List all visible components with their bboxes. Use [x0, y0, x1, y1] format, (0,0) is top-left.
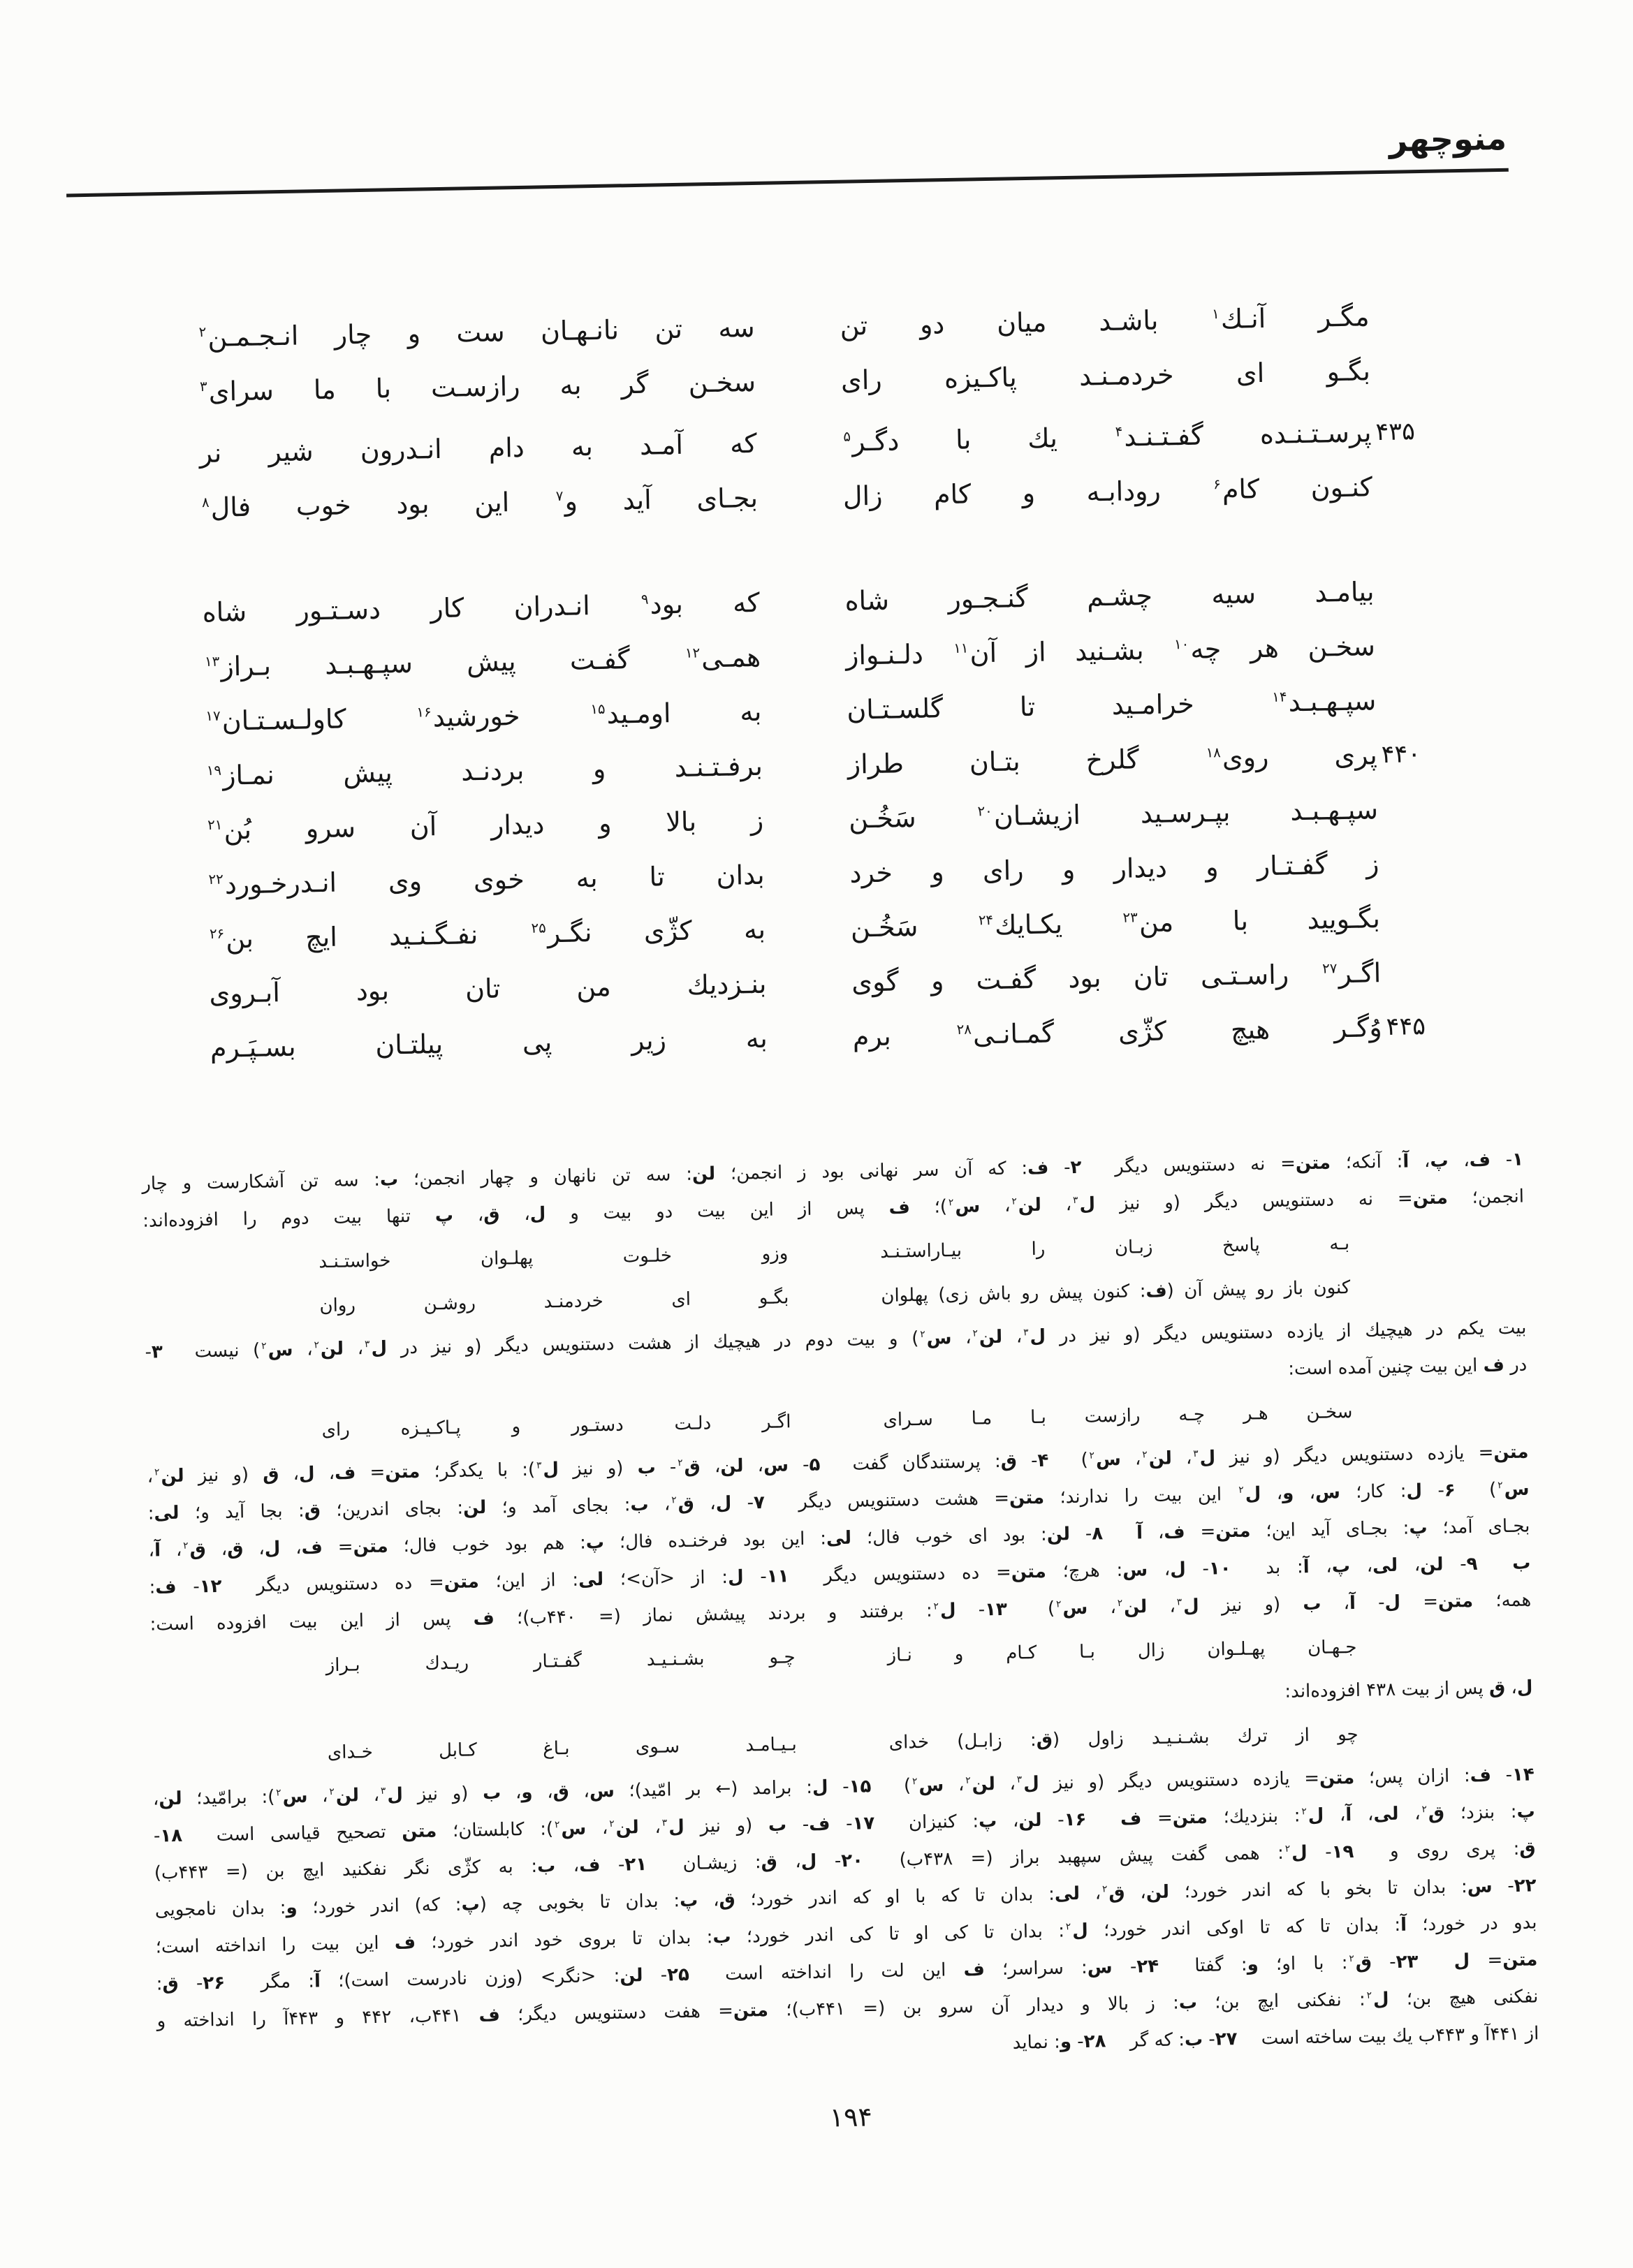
verse-row: [170, 678, 1514, 742]
hemistich-left: كه آمـد به دام انـدرون شیر نر: [199, 427, 757, 469]
hemistich-left: ز بالا و دیدار آن سرو بُن$^{۲۱}$: [207, 804, 764, 846]
verse-row: [175, 950, 1518, 1015]
footnote-line: بدو در خورد؛ آ: بدان تا كه تا اوكی اندر خورد؛ ل$^۲$: بدان تا كی او تا كی اندر خورد؛ ب: بدان تا بروی خود اندر خورد؛ ف این بیت را انداخته است؛: [155, 1912, 1537, 1958]
footnote-line: ۱- ف، پ، آ: آنكه؛ متن= نه دستنویس دیگر ۲- ف: كه آن سر نهانی بود ز انجمن؛ لن: سه تن نانهان و چهار انجمن؛ ب: سه تن آشكارست و چار: [142, 1149, 1524, 1195]
hemistich-right: اگـر$^{۲۷}$ راسـتـی تان بود گفـت و گوی: [851, 957, 1382, 998]
header-rule: [66, 168, 1509, 198]
footnote-line: ۲۲- س: بدان تا بخو با كه اندر خورد؛ لن، ق$^۲$، لی: بدان تا كه با او كه اندر خورد؛ ق، پ: بدان تا بخوبی چه (پ: كه) اندر خورد؛ و: بدان نامجویی: [154, 1875, 1537, 1921]
column-gap: [762, 744, 847, 746]
footnote-line: در ف این بیت چنین آمده است:: [1287, 1354, 1528, 1380]
column-gap: [757, 476, 842, 478]
column-gap: [764, 853, 849, 855]
verse-number: [1369, 294, 1506, 296]
verse-number: [1379, 896, 1516, 898]
footnote-hemistich-right: چو از ترك بشـنـیـد زاول (ق: زابـل) خدای: [888, 1723, 1359, 1753]
verse-number: [1372, 464, 1509, 466]
hemistich-left: به كژّی نگـر$^{۲۵}$ نفـگـنـید ایچ بن$^{۲۶}$: [209, 913, 766, 955]
hemistich-left: به زیر پی پیلتـان بسـپَـرم: [210, 1022, 768, 1063]
footnote-line: ق: پری روی و ۱۹- ل$^۲$: همی گفت پیش سپهبد براز (= ۴۳۸ب) ۲۰- ل، ق: زیشـان ۲۱- ف، ب: به كژّی نگر نفكنید ایچ بن (= ۴۴۳ب): [154, 1838, 1536, 1884]
hemistich-left: سخـن گر به رازسـت با ما سرای$^۳$: [199, 366, 756, 407]
column-gap: [759, 581, 844, 582]
hemistich-right: بگـو ای خردمـنـد پاكـیزه رای: [840, 355, 1371, 396]
verse-number: [1379, 841, 1516, 844]
verse-row: [165, 410, 1509, 474]
hemistich-left: بجـای آید و$^۷$ این بود خوب فال$^۸$: [201, 482, 759, 523]
footnote-hemistich-right: بـه پاسخ زبـان را بیـاراستـنـد: [879, 1233, 1350, 1262]
verse-number: ۴۴۵: [1386, 1012, 1426, 1042]
hemistich-left: سه تن نانـهـان ست و چار انـجـمـن$^۲$: [198, 311, 756, 353]
verse-number: [1370, 348, 1507, 351]
column-gap: [766, 962, 851, 964]
hemistich-left: بدان تا به خوی وی انـدرخـورد$^{۲۲}$: [208, 859, 765, 900]
footnote-hemistich-right: جـهـان پهـلـوان زال بـا كـام و نـاز: [887, 1636, 1357, 1666]
hemistich-right: بگـویید با من$^{۲۳}$ یكـایك$^{۲۴}$ سَخُـن: [850, 903, 1381, 943]
footnotes-apparatus: [142, 1142, 1539, 2077]
running-head-chapter-title: منوچهر: [1389, 119, 1507, 159]
footnote-line: ب ۹- لن، لی، پ، آ: بد ۱۰- ل، س: هرچ؛ متن= ده دستنویس دیگر ۱۱- ل: از <آن>؛ لی: از این؛ متن= ده دستنویس دیگر ۱۲- ف:: [149, 1552, 1531, 1598]
hemistich-right: بیامـد سیه چشـم گنـجـور شاه: [844, 576, 1375, 617]
verse-row: [172, 787, 1516, 851]
verse-number: ۴۳۵: [1375, 418, 1416, 447]
footnote-line: ل، ق پس از بیت ۴۳۸ افزوده‌اند:: [1284, 1677, 1533, 1702]
verse-row: [174, 896, 1518, 960]
verse-number: [1381, 950, 1518, 952]
column-gap: [755, 360, 840, 362]
footnote-hemistich-left: بـیـامـد سـوی بـاغ كـابل خـدای: [327, 1734, 798, 1764]
verse-number: [1374, 569, 1511, 571]
verse-number: [1375, 624, 1511, 626]
hemistich-left: همـی$^{۱۲}$ گفـت پیش سپـهـبـد بـراز$^{۱۳}$: [204, 641, 761, 682]
footnote-line: پ: بنزد؛ ق$^۲$، لی، آ، ل$^۲$: بنزدیك؛ متن= ف ۱۶- لن، پ: كنیزان ۱۷- ف- ب (و نیز ل$^۳$، لن$^۲$، س$^۲$): كابلستان؛ متن تصحیح قیاسی است ۱۸-: [153, 1801, 1535, 1847]
hemistich-right: سخـن هر چه$^{۱۰}$ بشـنید از آن$^{۱۱}$ دلـنـواز: [845, 631, 1376, 671]
column-gap: [760, 635, 845, 637]
page-number: ۱۹۴: [829, 2101, 873, 2133]
verse-number: [1378, 787, 1515, 789]
verse-number: ۴۴۰: [1381, 740, 1421, 770]
footnote-line: ۱۴- ف: ازان پس؛ متن= یازده دستنویس دیگر (و نیز ل$^۳$، لن$^۲$، س$^۲$) ۱۵- ل: برامد (← بر امّید)؛ س، ق، و، ب (و نیز ل$^۳$، لن$^۲$، س$^۲$): برامّید؛ لن،: [152, 1764, 1535, 1810]
footnote-hemistich-left: اگـر دلـت دستـور و پـاكـیـزه رای: [321, 1411, 791, 1441]
poem: [163, 294, 1519, 1083]
footnote-hemistich-right: كنون باز رو پیش آن (ف: كنون پیش رو باش زی) پهلوان: [881, 1276, 1351, 1306]
column-gap: [767, 1017, 852, 1018]
footnote-line: متن= یازده دستنویس دیگر (و نیز ل$^۳$، لن$^۲$، س$^۲$) ۴- ق: پرستندگان گفت ۵- س، لن، ق$^۲$- ب (و نیز ل$^۳$): با یكدگر؛ متن= ف، ل، ق (و نیز لن$^۲$،: [147, 1441, 1529, 1487]
verse-row: [170, 732, 1514, 797]
footnote-hemistich-left: چـو بشـنـیـد گفـتـار ریـدك بـراز: [325, 1647, 796, 1677]
footnote-hemistich-right: سخـن هـر چـه رازست بـا مـا سـرای: [883, 1401, 1353, 1431]
footnote-line: بجـای آمد؛ پ: بجـای آید این؛ متن= ف، آ ۸- لن: بود ای خوب فال؛ لی: این بود فرخنـده فال؛ پ: هم بود خوب فال؛ متن= ف، ل، ق، ق$^۲$، آ،: [148, 1515, 1530, 1561]
hemistich-right: پری روی$^{۱۸}$ گلرخ بتـان طراز: [847, 739, 1378, 780]
verse-row: [175, 1005, 1519, 1069]
footnote-line: بیت یكم در هیچیك از یازده دستنویس دیگر (و نیز در ل$^۳$، لن$^۲$، س$^۲$) و بیت دوم در هیچیك از هشت دستنویس دیگر (و نیز در ل$^۳$، لن$^۲$، س$^۲$) نیست ۳-: [145, 1317, 1527, 1363]
footnote-line: نفكنی هیچ بن؛ ل$^۲$: نفكنی ایچ بن؛ ب: ز بالا و دیدار آن سرو بن (= ۴۴۱ب)؛ متن= هفت دستنویس دیگر؛ ف ۴۴۱ب، ۴۴۲ و ۴۴۳آ را انداخته و: [156, 1986, 1539, 2032]
footnote-line: از ۴۴۱آ و ۴۴۳ب یك بیت ساخته است ۲۷- ب: كه گر ۲۸- و: نماید: [1012, 2023, 1539, 2054]
hemistich-right: پرسـتـنـده گفـتـنـد$^۴$ یك با دگـر$^۵$: [843, 417, 1372, 457]
column-gap: [754, 306, 840, 307]
hemistich-right: ز گفـتـار و دیدار و رای و خرد: [849, 848, 1379, 889]
verse-row: [166, 464, 1510, 529]
footnote-hemistich-left: وزو خلـوت پهلـوان خواستـنـد: [318, 1243, 789, 1273]
hemistich-left: به اومـید$^{۱۵}$ خورشید$^{۱۶}$ كاولـسـتـان$^{۱۷}$: [205, 695, 762, 737]
footnote-line: انجمن؛ متن= نه دستنویس دیگر (و نیز ل$^۳$، لن$^۲$، س$^۲$)؛ ف پس از این بیت دو بیت و ل، ق، پ تنها بیت دوم را افزوده‌اند:: [142, 1186, 1525, 1232]
verse-row: [173, 841, 1516, 906]
hemistich-right: كنـون كام$^۶$ رودابـه و كام زال: [842, 471, 1373, 512]
column-gap: [756, 422, 842, 423]
verse-number: [1376, 678, 1513, 680]
verse-row: [169, 624, 1513, 688]
column-gap: [763, 799, 849, 800]
verse-row: [164, 348, 1508, 413]
hemistich-right: سپـهـبـد بپـرسـید ازیشـان$^{۲۰}$ سَخُـن: [848, 794, 1379, 834]
hemistich-left: كه بود$^۹$ انـدران كار دسـتـور شاه: [202, 587, 761, 628]
hemistich-right: وُگـر هیچ كژّی گمـانـی$^{۲۸}$ برم: [852, 1012, 1382, 1052]
column-gap: [765, 908, 850, 909]
verse-row: [163, 294, 1507, 358]
hemistich-right: سپـهـبـد$^{۱۴}$ خرامـید تا گلسـتـان: [846, 685, 1377, 726]
column-gap: [761, 690, 847, 691]
footnote-line: متن= ل ۲۳- ق$^۲$: با او؛ و: گفتا ۲۴- س: سراسر؛ ف این لت را انداخته است ۲۵- لن: <نگر> (وزن نادرست است)؛ آ: مگر ۲۶- ق:: [156, 1949, 1538, 1995]
verse-row: [168, 569, 1511, 633]
footnote-line: س$^۲$) ۶- ل: كار؛ س، و، ل$^۲$ این بیت را ندارند؛ متن= هشت دستنویس دیگر ۷- ل، ق$^۲$، ب: بجای آمد و؛ لن: بجای اندرین؛ ق: بجا آید و؛ لی:: [147, 1478, 1530, 1524]
footnote-hemistich-left: بگـو ای خردمنـد روشـن روان: [319, 1287, 789, 1317]
footnote-line: همه؛ متن= ل- آ، ب (و نیز ل$^۳$، لن$^۲$، س$^۲$) ۱۳- ل$^۲$: برفتند و بردند پیشش نماز (= ۴۴۰ب)؛ ف پس از این بیت افزوده است:: [149, 1589, 1532, 1635]
hemistich-right: مگـر آنـك$^۱$ باشـد میان دو تن: [840, 301, 1370, 341]
hemistich-left: بنـزدیك من تان بود آبـروی: [209, 968, 767, 1010]
hemistich-left: برفـتـنـد و بردنـد پیش نمـاز$^{۱۹}$: [206, 750, 763, 791]
